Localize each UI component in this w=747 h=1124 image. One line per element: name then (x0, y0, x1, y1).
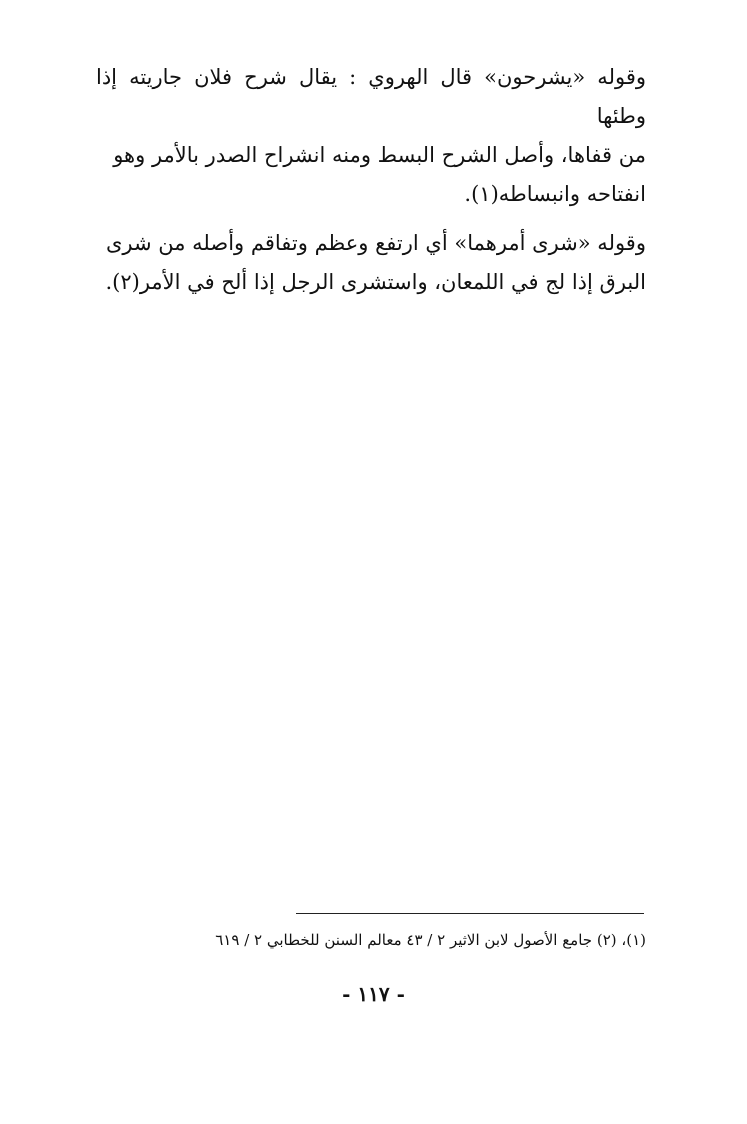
paragraph (96, 224, 646, 302)
paragraph (96, 58, 646, 214)
text-line: البرق إذا لج في اللمعان، واستشرى الرجل إذا ألح في الأمر(٢). (105, 270, 646, 294)
text-line: وقوله «يشرحون» قال الهروي : يقال شرح فلان جاريته إذا وطئها (96, 65, 646, 128)
footnotes (150, 926, 646, 954)
footnote-separator (296, 913, 644, 914)
main-text (96, 58, 646, 312)
page-number: - ١١٧ - (342, 982, 405, 1006)
text-line: من قفاها، وأصل الشرح البسط ومنه انشراح الصدر بالأمر وهو (113, 143, 646, 167)
text-line: انفتاحه وانبساطه(١). (464, 182, 646, 206)
text-line: وقوله «شرى أمرهما» أي ارتفع وعظم وتفاقم وأصله من شرى (105, 231, 646, 255)
footnote-line: (١)، (٢) جامع الأصول لابن الاثير ٢ / ٤٣ معالم السنن للخطابي ٢ / ٦١٩ (215, 931, 646, 949)
